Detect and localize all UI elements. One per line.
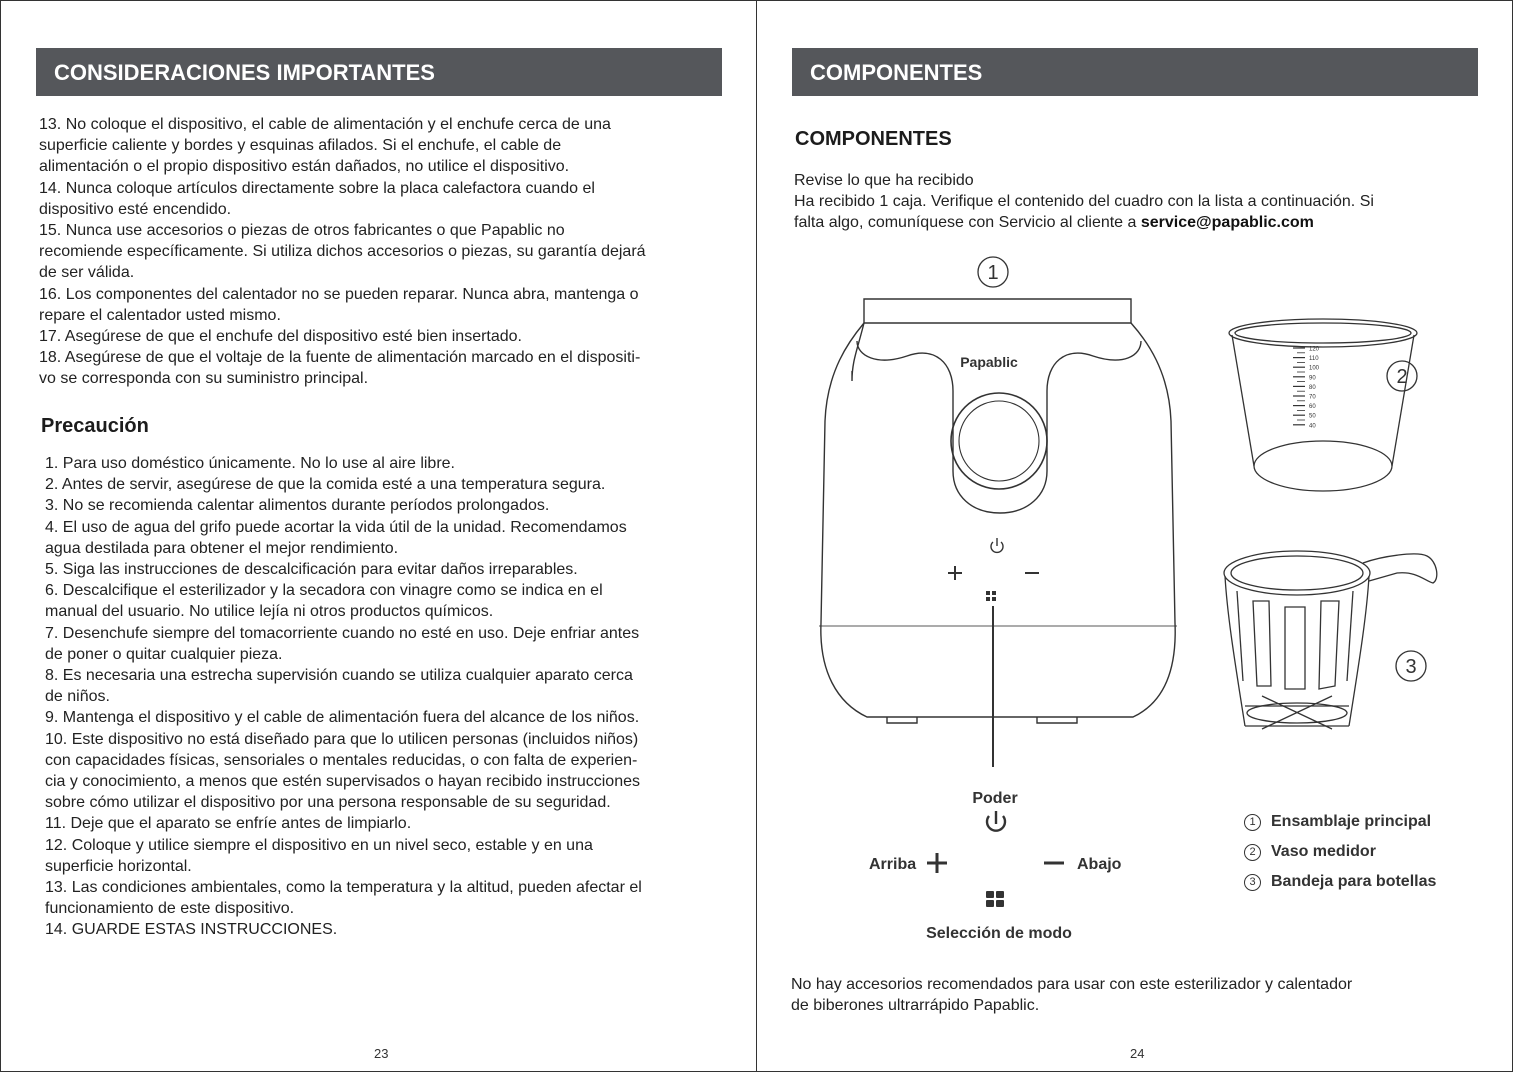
components-heading: COMPONENTES [795, 128, 952, 150]
precaution-heading: Precaución [41, 415, 149, 437]
down-label: Abajo [1077, 856, 1122, 873]
text-line: funcionamiento de este dispositivo. [45, 900, 295, 918]
bottle-tray [1224, 551, 1437, 729]
text-line: 11. Deje que el aparato se enfríe antes de limpiarlo. [45, 815, 412, 833]
text-line: 4. El uso de agua del grifo puede acortar la vida útil de la unidad. Recomendamos [45, 518, 627, 536]
text-line: 3. No se recomienda calentar alimentos durante períodos prolongados. [45, 497, 550, 515]
cup-scale-label: 40 [1309, 423, 1316, 430]
left-page [0, 0, 756, 1072]
text-line: 8. Es necesaria una estrecha supervisión cuando se utiliza cualquier aparato cerca [45, 667, 633, 685]
text-line: 12. Coloque y utilice siempre el dispositivo en un nivel seco, estable y en una [45, 836, 593, 854]
text-line: de ser válida. [39, 264, 135, 282]
text-line: 13. Las condiciones ambientales, como la temperatura y la altitud, pueden afectar el [45, 879, 642, 897]
cup-scale-label: 110 [1309, 356, 1319, 363]
text-line: cia y conocimiento, a menos que estén supervisados o hayan recibido instrucciones [45, 773, 640, 791]
mode-label: Selección de modo [926, 925, 1072, 942]
text-line: 18. Asegúrese de que el voltaje de la fuente de alimentación marcado en el dispositi- [39, 349, 641, 367]
text-line: dispositivo esté encendido. [39, 200, 232, 218]
text-line: 10. Este dispositivo no está diseñado para que lo utilicen personas (incluidos niños) [45, 730, 639, 748]
text-line: agua destilada para obtener el mejor rendimiento. [45, 539, 399, 557]
text-line: 14. GUARDE ESTAS INSTRUCCIONES. [45, 921, 338, 939]
legend-number: 3 [1244, 874, 1261, 891]
intro-line: Revise lo que ha recibido [794, 172, 974, 189]
text-line: con capacidades físicas, sensoriales o mentales reducidas, o con falta de experien- [45, 751, 638, 769]
cup-scale-label: 120 [1309, 346, 1320, 353]
text-line: 9. Mantenga el dispositivo y el cable de alimentación fuera del alcance de los niños. [45, 709, 640, 727]
plus-icon [927, 853, 947, 873]
intro-line: Ha recibido 1 caja. Verifique el contenido del cuadro con la lista a continuación. Si [794, 193, 1374, 211]
components-legend [1244, 807, 1436, 897]
cup-scale-label: 80 [1309, 384, 1316, 391]
up-label: Arriba [869, 856, 917, 873]
legend-number: 1 [1244, 814, 1261, 831]
callout-2-number: 2 [1396, 366, 1408, 388]
cup-scale-label: 70 [1309, 394, 1316, 401]
legend-label: Vaso medidor [1271, 843, 1376, 860]
text-line: de poner o quitar cualquier pieza. [45, 645, 283, 663]
power-label: Poder [972, 790, 1018, 807]
cup-scale-label: 50 [1309, 413, 1316, 420]
measuring-cup [1229, 319, 1417, 491]
cup-scale-label: 60 [1309, 404, 1316, 411]
text-line: manual del usuario. No utilice lejía ni otros productos químicos. [45, 603, 494, 621]
legend-label: Ensamblaje principal [1271, 813, 1432, 830]
text-line: 17. Asegúrese de que el enchufe del dispositivo esté bien insertado. [39, 328, 522, 346]
cup-scale-label: 100 [1309, 365, 1320, 372]
text-line: 13. No coloque el dispositivo, el cable de alimentación y el enchufe cerca de una [39, 116, 611, 133]
text-line: superficie caliente y bordes y esquinas afilados. Si el enchufe, el cable de [39, 137, 562, 155]
footer-line: No hay accesorios recomendados para usar con este esterilizador y calentador [791, 976, 1353, 993]
legend-item [1244, 837, 1436, 867]
page-number: 23 [374, 1046, 389, 1061]
brand-logo: Papablic [960, 354, 1018, 370]
text-line: superficie horizontal. [45, 857, 192, 875]
cup-scale-label: 90 [1309, 375, 1316, 382]
page-number: 24 [1130, 1046, 1145, 1061]
text-line: 1. Para uso doméstico únicamente. No lo use al aire libre. [45, 455, 455, 472]
text-line: 7. Desenchufe siempre del tomacorriente cuando no esté en uso. Deje enfriar antes [45, 624, 640, 642]
legend-item [1244, 807, 1436, 837]
mode-icon [986, 891, 1004, 907]
precaution-list [45, 453, 642, 941]
text-line: 6. Descalcifique el esterilizador y la secadora con vinagre como se indica en el [45, 582, 603, 600]
text-line: sobre cómo utilizar el dispositivo por una persona responsable de su seguridad. [45, 794, 611, 812]
text-line: 15. Nunca use accesorios o piezas de otros fabricantes o que Papablic no [39, 222, 565, 240]
intro-line [794, 212, 1374, 233]
cup-scale [1293, 347, 1320, 430]
legend-item [1244, 867, 1436, 897]
text-line: 5. Siga las instrucciones de descalcificación para evitar daños irreparables. [45, 561, 578, 579]
support-email-link[interactable]: service@papablic.com [1140, 214, 1314, 232]
text-line: 2. Antes de servir, asegúrese de que la comida esté a una temperatura segura. [45, 476, 606, 494]
section-banner: COMPONENTES [792, 48, 1478, 96]
considerations-list [39, 114, 646, 390]
footer-note [791, 974, 1352, 1016]
mode-icon-small [986, 591, 996, 601]
legend-number: 2 [1244, 844, 1261, 861]
callout-1-number: 1 [987, 262, 999, 284]
text-line: de niños. [45, 688, 110, 706]
text-line: recomiende específicamente. Si utiliza dichos accesorios o piezas, su garantía dejará [39, 243, 646, 261]
legend-label: Bandeja para botellas [1271, 873, 1437, 890]
text-line: repare el calentador usted mismo. [39, 306, 281, 324]
section-banner: CONSIDERACIONES IMPORTANTES [36, 48, 722, 96]
callout-3-number: 3 [1405, 656, 1417, 678]
right-page [756, 0, 1513, 1072]
text-line: 14. Nunca coloque artículos directamente sobre la placa calefactora cuando el [39, 179, 595, 197]
intro-line-text: falta algo, comuníquese con Servicio al cliente a [794, 214, 1141, 232]
text-line: alimentación o el propio dispositivo están dañados, no utilice el dispositivo. [39, 158, 570, 176]
intro-text [794, 170, 1374, 234]
text-line: 16. Los componentes del calentador no se pueden reparar. Nunca abra, mantenga o [39, 285, 639, 303]
footer-line: de biberones ultrarrápido Papablic. [791, 997, 1040, 1015]
power-icon [987, 811, 1005, 831]
text-line: vo se corresponda con su suministro principal. [39, 370, 369, 388]
